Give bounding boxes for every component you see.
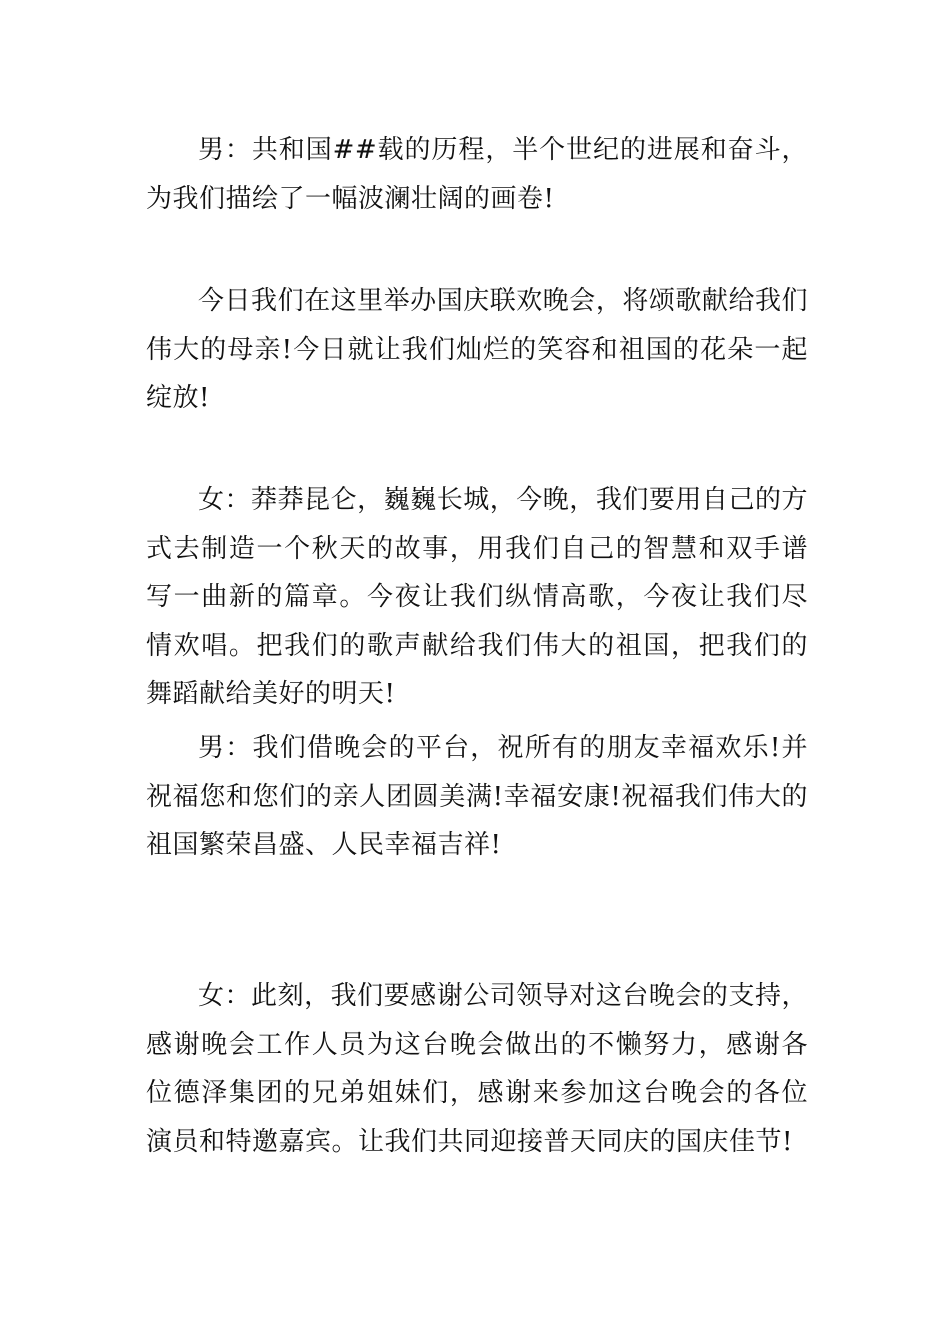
paragraph-female-thanks: 女：此刻，我们要感谢公司领导对这台晚会的支持，感谢晚会工作人员为这台晚会做出的不懒努力，感谢各位德泽集团的兄弟姐妹们，感谢来参加这台晚会的各位演员和特邀嘉宾。让我们共同迎接普天同庆的国庆佳节!: [146, 981, 808, 1157]
paragraph-celebration: 今日我们在这里举办国庆联欢晚会，将颂歌献给我们伟大的母亲!今日就让我们灿烂的笑容和祖国的花朵一起绽放!: [146, 286, 808, 413]
paragraph-male-opening: 男：共和国##载的历程，半个世纪的进展和奋斗，为我们描绘了一幅波澜壮阔的画卷!: [146, 135, 808, 214]
paragraph-male-blessing: 男：我们借晚会的平台，祝所有的朋友幸福欢乐!并祝福您和您们的亲人团圆美满!幸福安康!祝福我们伟大的祖国繁荣昌盛、人民幸福吉祥!: [146, 733, 808, 860]
paragraph-female-song: 女：莽莽昆仑，巍巍长城，今晚，我们要用自己的方式去制造一个秋天的故事，用我们自己的智慧和双手谱写一曲新的篇章。今夜让我们纵情高歌，今夜让我们尽情欢唱。把我们的歌声献给我们伟大的祖国，把我们的舞蹈献给美好的明天!: [146, 485, 808, 709]
